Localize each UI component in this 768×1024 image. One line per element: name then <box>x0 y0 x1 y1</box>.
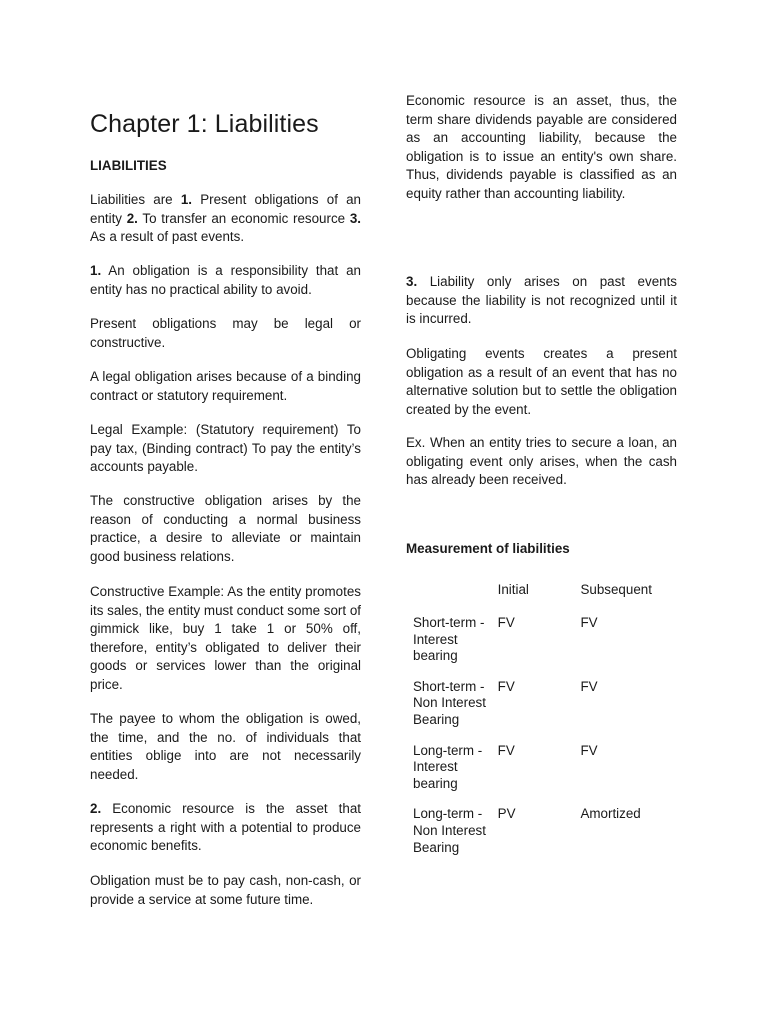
intro-text-2: Present obligations of an entity <box>90 192 362 226</box>
cell-subsequent: FV <box>580 742 598 758</box>
paragraph-past-events <box>406 273 677 329</box>
paragraph-obligation-payment: Obligation must be to pay cash, non-cash, or provide a service at some future time. <box>90 873 361 907</box>
cell-initial: FV <box>497 678 515 694</box>
type-line: Non Interest <box>413 822 486 838</box>
paragraph-text: Liability only arises on past events because the liability is not recognized until it is incurred. <box>406 274 677 327</box>
cell-initial: FV <box>497 615 515 630</box>
type-line: Short-term - <box>413 615 485 630</box>
chapter-title: Chapter 1: Liabilities <box>90 110 319 138</box>
cell-liability-type <box>406 743 498 807</box>
paragraph-present-obligations: Present obligations may be legal or constructive. <box>90 316 361 350</box>
type-line: Interest <box>413 759 458 775</box>
type-line: Short-term - <box>413 678 485 694</box>
intro-number-1: 1. <box>180 192 192 207</box>
cell-initial: PV <box>497 806 516 822</box>
type-line: Long-term - <box>413 742 483 758</box>
table-row <box>406 615 677 679</box>
type-line: Interest <box>413 631 458 647</box>
paragraph-text: An obligation is a responsibility that an entity has no practical ability to avoid. <box>90 263 361 297</box>
type-line: Bearing <box>413 711 460 727</box>
paragraph-economic-resource <box>90 800 361 856</box>
table-row <box>406 743 677 807</box>
type-line: bearing <box>413 775 458 791</box>
intro-text-3: To transfer an economic resource <box>137 210 350 226</box>
cell-liability-type <box>406 806 498 870</box>
intro-number-2: 2. <box>126 210 138 226</box>
paragraph-legal-obligation: A legal obligation arises because of a binding contract or statutory requirement. <box>90 369 361 403</box>
header-cell-initial: Initial <box>497 582 529 597</box>
intro-paragraph <box>90 191 361 247</box>
measurement-table <box>406 578 677 870</box>
cell-liability-type <box>406 679 498 743</box>
cell-subsequent: FV <box>580 678 598 694</box>
cell-liability-type <box>406 615 498 679</box>
intro-text-4: As a result of past events. <box>90 229 245 245</box>
paragraph-text: Economic resource is the asset that represents a right with a potential to produce economic benefits. <box>90 801 361 854</box>
paragraph-number: 1. <box>90 263 102 278</box>
intro-number-3: 3. <box>349 210 361 226</box>
intro-text-1: Liabilities are <box>90 192 181 207</box>
paragraph-dividends: Economic resource is an asset, thus, the term share dividends payable are considered as an accounting liability, because the obligation is to issue an entity's own share. Thus, dividends payable is classified as an equity rather than accounting liability. <box>406 93 677 201</box>
table-row <box>406 679 677 743</box>
type-line: Long-term - <box>413 806 483 822</box>
paragraph-payee: The payee to whom the obligation is owed, the time, and the no. of individuals that entities oblige into are not necessarily needed. <box>90 711 361 782</box>
type-line: Bearing <box>413 839 460 855</box>
section-heading: LIABILITIES <box>90 158 167 173</box>
table-row <box>406 806 677 870</box>
paragraph-obligation <box>90 262 361 299</box>
type-line: Non Interest <box>413 695 486 711</box>
cell-subsequent: FV <box>580 615 598 630</box>
header-cell-type <box>406 578 498 615</box>
type-line: bearing <box>413 648 458 664</box>
paragraph-constructive-obligation: The constructive obligation arises by the reason of conducting a normal business practice, a desire to alleviate or maintain good business relations. <box>90 493 361 564</box>
paragraph-obligating-events: Obligating events creates a present obligation as a result of an event that has no alternative solution but to settle the obligation created by the event. <box>406 346 677 417</box>
paragraph-number: 2. <box>90 801 102 816</box>
paragraph-number: 3. <box>406 274 418 289</box>
measurement-title: Measurement of liabilities <box>406 541 570 556</box>
paragraph-legal-example: Legal Example: (Statutory requirement) To pay tax, (Binding contract) To pay the entity’s accounts payable. <box>90 422 361 475</box>
cell-initial: FV <box>497 742 515 758</box>
cell-subsequent: Amortized <box>580 806 641 822</box>
paragraph-loan-example: Ex. When an entity tries to secure a loan, an obligating event only arises, when the cash has already been received. <box>406 435 677 488</box>
table-header-row <box>406 578 677 615</box>
paragraph-constructive-example: Constructive Example: As the entity promotes its sales, the entity must conduct some sort of gimmick like, buy 1 take 1 or 50% off, therefore, entity’s obligated to deliver their goods or services lower than the original price. <box>90 584 361 692</box>
header-cell-subsequent: Subsequent <box>580 582 652 597</box>
